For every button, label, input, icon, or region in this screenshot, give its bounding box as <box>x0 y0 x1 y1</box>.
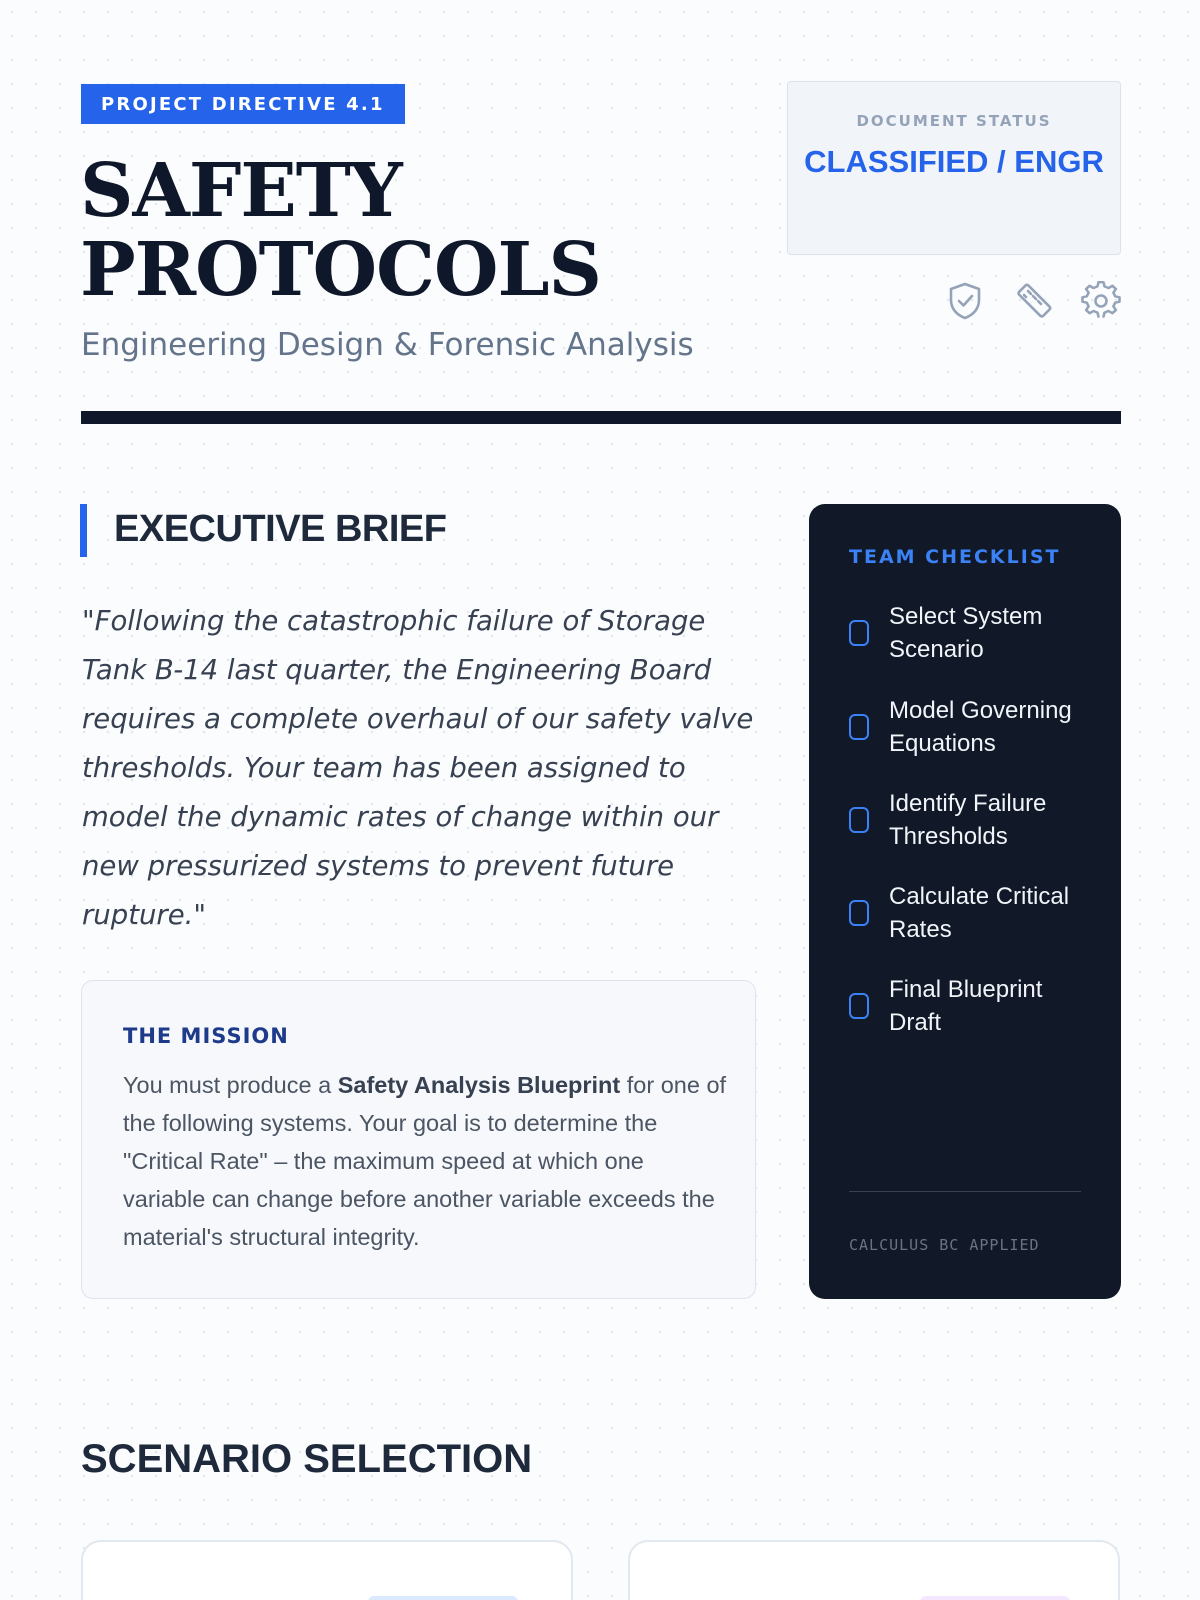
page-title <box>80 148 601 313</box>
scenario-tag <box>920 1596 1070 1600</box>
document-status-card <box>787 81 1121 255</box>
checklist-item[interactable] <box>849 787 1089 853</box>
document-status-value: CLASSIFIED / ENGR <box>804 144 1104 179</box>
checklist-item[interactable] <box>849 973 1089 1039</box>
directive-badge: PROJECT DIRECTIVE 4.1 <box>81 84 405 124</box>
mission-text-emphasis: Safety Analysis Blueprint <box>337 1072 621 1098</box>
checklist-item[interactable] <box>849 600 1089 666</box>
mission-text <box>123 1066 728 1256</box>
section-accent-bar <box>80 504 87 557</box>
header-tools <box>947 281 1117 321</box>
checklist-item-label: Model Governing Equations <box>889 697 1072 757</box>
page-title-line-2: PROTOCOLS <box>80 227 601 313</box>
checklist-item-label: Final Blueprint Draft <box>889 976 1043 1036</box>
team-checklist-title: TEAM CHECKLIST <box>849 546 1061 568</box>
checklist-checkbox[interactable] <box>849 714 869 740</box>
gear-icon[interactable] <box>1081 281 1117 321</box>
checklist-item[interactable] <box>849 880 1089 946</box>
executive-brief-quote: "Following the catastrophic failure of Storage Tank B-14 last quarter, the Engineering Board requires a complete overhaul of our safety valve thresholds. Your team has been assigned to model the dynamic rates of change within our new pressurized systems to prevent future rupture." <box>82 605 754 931</box>
scenario-selection-heading: SCENARIO SELECTION <box>81 1437 533 1481</box>
page-subtitle: Engineering Design & Forensic Analysis <box>81 327 694 363</box>
mission-title: THE MISSION <box>123 1024 289 1048</box>
checklist-item-label: Select System Scenario <box>889 603 1043 663</box>
scenario-tag <box>368 1596 518 1600</box>
shield-check-icon[interactable] <box>947 281 983 321</box>
scenario-card[interactable] <box>81 1540 573 1600</box>
checklist-item-label: Identify Failure Thresholds <box>889 790 1047 850</box>
checklist-checkbox[interactable] <box>849 993 869 1019</box>
executive-brief-heading: EXECUTIVE BRIEF <box>114 508 447 550</box>
page-title-line-1: SAFETY <box>80 148 402 234</box>
checklist-item[interactable] <box>849 694 1089 760</box>
ruler-icon[interactable] <box>1014 281 1050 321</box>
document-status-label: DOCUMENT STATUS <box>856 112 1052 130</box>
checklist-footer: CALCULUS BC APPLIED <box>849 1236 1040 1254</box>
team-checklist-panel <box>809 504 1121 1299</box>
mission-text-rest: for one of the following systems. Your goal is to determine the "Critical Rate" – the maximum speed at which one variable can change before another variable exceeds the material's structural integrity. <box>123 1072 727 1250</box>
checklist-checkbox[interactable] <box>849 807 869 833</box>
checklist-item-label: Calculate Critical Rates <box>889 883 1070 943</box>
checklist-checkbox[interactable] <box>849 620 869 646</box>
scenario-card[interactable] <box>628 1540 1120 1600</box>
checklist-checkbox[interactable] <box>849 900 869 926</box>
header-divider <box>81 411 1121 424</box>
mission-card <box>81 980 756 1299</box>
checklist-divider <box>849 1191 1081 1192</box>
mission-text-intro: You must produce a <box>123 1072 338 1098</box>
